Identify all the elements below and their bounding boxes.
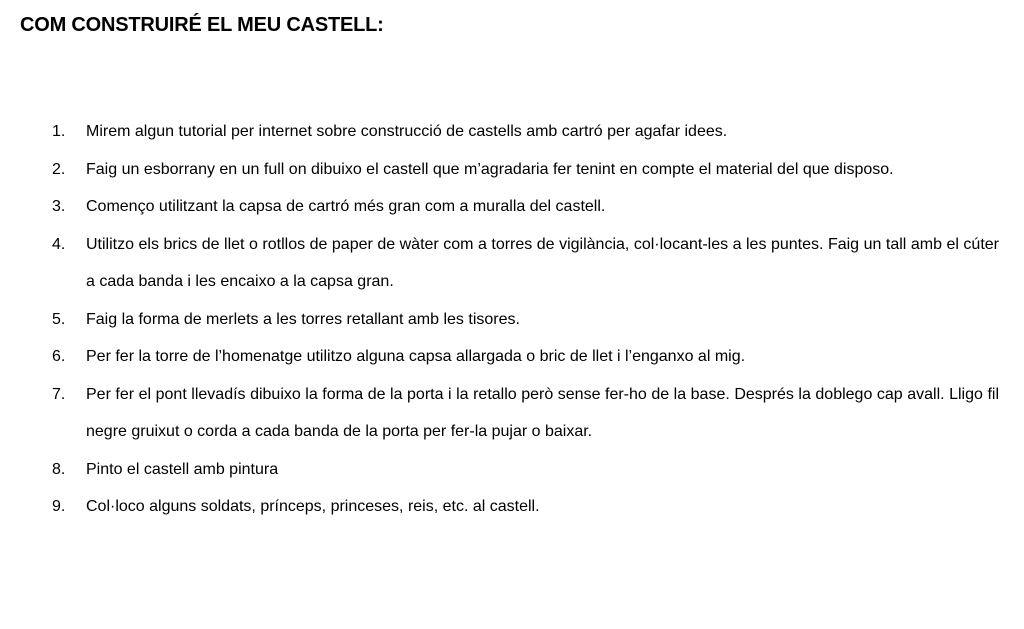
step-text: Faig un esborrany en un full on dibuixo el castell que m’agradaria fer tenint en compte el material del que disposo. — [86, 160, 894, 178]
step-number: 6. — [52, 348, 66, 365]
step-number: 7. — [52, 385, 66, 403]
step-number: 8. — [52, 460, 66, 478]
step-number: 2. — [52, 160, 66, 178]
step-text: Per fer la torre de l’homenatge utilitzo alguna capsa allargada o bric de llet i l’enganxo al mig. — [86, 348, 746, 365]
step-text: Pinto el castell amb pintura — [86, 460, 279, 478]
step-item — [52, 451, 999, 489]
step-number: 3. — [52, 198, 66, 215]
step-item — [52, 113, 999, 151]
document-title: COM CONSTRUIRÉ EL MEU CASTELL: — [20, 14, 384, 36]
step-text: Faig la forma de merlets a les torres retallant amb les tisores. — [86, 310, 520, 328]
step-item — [52, 488, 999, 526]
step-item — [52, 226, 999, 301]
step-text: Col·loco alguns soldats, prínceps, princeses, reis, etc. al castell. — [86, 498, 540, 515]
step-item — [52, 376, 999, 451]
step-number: 9. — [52, 498, 66, 515]
step-item — [52, 151, 999, 189]
step-text: Per fer el pont llevadís dibuixo la forma de la porta i la retallo però sense fer-ho de la base. Després la doblego cap avall. Lligo fil negre gruixut o corda a cada banda de la porta per fer-la pujar o baixar. — [86, 385, 999, 440]
step-text: Començo utilitzant la capsa de cartró més gran com a muralla del castell. — [86, 198, 606, 215]
step-item — [52, 338, 999, 376]
step-number: 1. — [52, 123, 66, 140]
step-text: Mirem algun tutorial per internet sobre construcció de castells amb cartró per agafar idees. — [86, 123, 728, 140]
step-item — [52, 188, 999, 226]
step-number: 4. — [52, 235, 66, 253]
step-item — [52, 301, 999, 339]
steps-list — [52, 113, 999, 526]
step-text: Utilitzo els brics de llet o rotllos de paper de wàter com a torres de vigilància, col·locant-les a les puntes. Faig un tall amb el cúter a cada banda i les encaixo a la capsa gran. — [86, 235, 999, 290]
step-number: 5. — [52, 310, 66, 328]
